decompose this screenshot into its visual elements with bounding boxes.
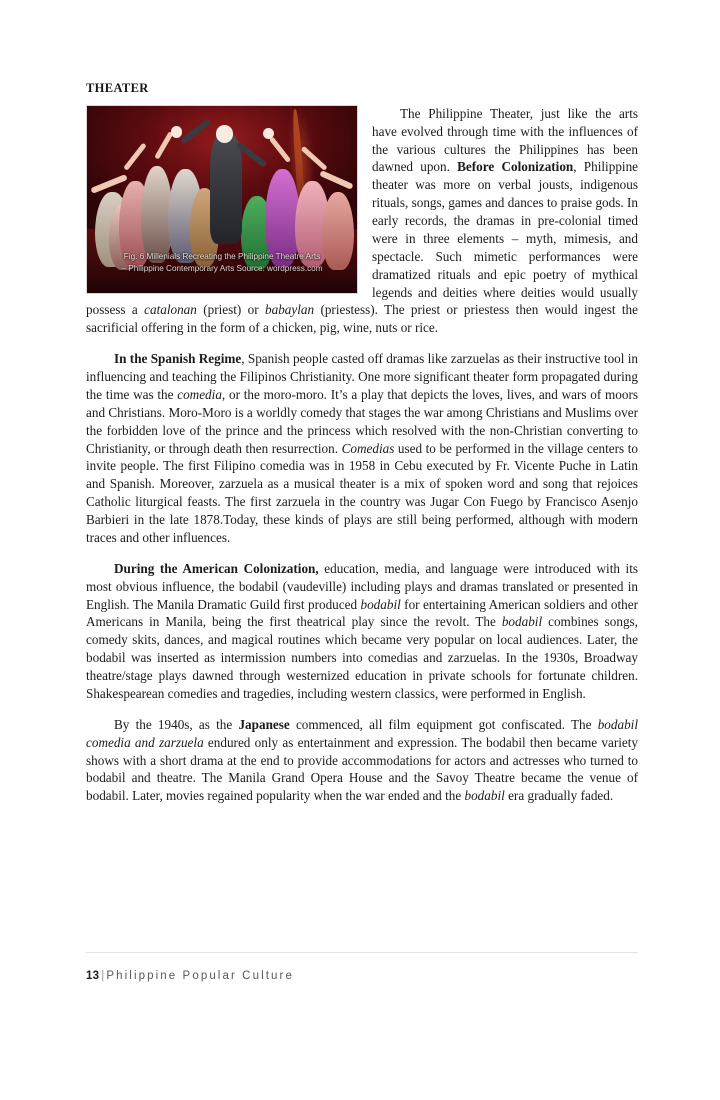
emphasis-italic: comedia [177,386,222,402]
page-content [86,82,638,818]
emphasis-bold: Before Colonization [457,159,574,175]
footer-divider [86,952,638,953]
figure-caption [87,251,357,276]
footer-page-number: 13 [86,970,100,982]
paragraph-before-colonization: The Philippine Theater, just like the arts have evolved through time with the influences of the various cultures the Philippines has been dawned upon. Before Colonization, Philippine theater was more on verbal jousts, indigenous rituals, songs, games and dances to praise gods. In early records, the dramas in pre-colonial timed were in three elements – myth, mimesis, and spectacle. Such mimetic performances were dramatized rituals and epic poetry of mythical legends and deities where deities would usually possess a catalonan (priest) or babaylan (priestess). The priest or priestess then would ingest the sacrificial offering in the form of a chicken, pig, wine, nuts or rice. [86,105,639,336]
emphasis-bold: Japanese [238,716,290,732]
emphasis-italic: bodabil [501,614,543,630]
emphasis-bold: During the American Colonization, [114,560,319,576]
paragraph-japanese-occupation: By the 1940s, as the Japanese commenced, all film equipment got confiscated. The bodabil comedia and zarzuela endured only as entertainment and expression. The bodabil then became variety shows with a short drama at the end to provide accommodations for actors and actresses who turned to bodabil and theatre. The Manila Grand Opera House and the Savoy Theatre became the venue of bodabil. Later, movies regained popularity when the war ended and the bodabil era gradually faded. [86,716,639,804]
lead-performer [210,132,242,244]
emphasis-bold: In the Spanish Regime [114,351,242,367]
lead-performer-head [216,125,233,142]
figure-caption-line-1: Fig. 6 Millenials Recreating the Philippine Theatre Arts [123,251,321,261]
emphasis-italic: catalonan [144,302,197,318]
paragraph-american-colonization: During the American Colonization, education, media, and language were introduced with its most obvious influence, the bodabil (vaudeville) including plays and dramas translated or presented in English. The Manila Dramatic Guild first produced bodabil for entertaining American soldiers and other Americans in Manila, being the first theatrical play since the revolt. The bodabil combines songs, comedy skits, dances, and magical routines which became very popular on local audiences. Later, the bodabil was inserted as intermission numbers into comedias and zarzuelas. In the 1930s, Broadway theatre/stage plays dawned through westernized education in private schools for fortunate children. Shakespearean comedies and tragedies, including western classics, were performed in English. [86,560,638,701]
figure-theatre-photo [86,105,358,294]
footer-book-title: Philippine Popular Culture [106,970,294,982]
page-title: THEATER [86,81,149,95]
emphasis-italic: Comedias [341,440,395,456]
emphasis-italic: bodabil [360,596,401,612]
emphasis-italic: bodabil [464,788,505,804]
figure-caption-line-2: – Philippine Contemporary Arts Source: wordpress.com [121,264,323,274]
paragraph-spanish-regime: In the Spanish Regime, Spanish people casted off dramas like zarzuelas as their instructive tool in influencing and teaching the Filipinos Christianity. One more significant theater form propagated during the time was the comedia, or the moro-moro. It’s a play that depicts the loves, lives, and wars of moors and Christians. Moro-Moro is a worldly comedy that stages the war among Christians and Muslims over the forbidden love of the prince and the princess which resolved with the non-Christian converting to Christianity, or through death then resurrection. Comedias used to be performed in the village centers to invite people. The first Filipino comedia was in 1958 in Cebu executed by Fr. Vicente Puche in Latin and Spanish. Moreover, zarzuela as a musical theater is a mix of spoken word and song that rejoices Catholic liturgical feasts. The first zarzuela in the country was Jugar Con Fuego by Francisco Asenjo Barbieri in the late 1878.Today, these kinds of plays are still being performed, although with modern traces and other influences. [86,351,639,545]
emphasis-italic: babaylan [265,302,315,318]
emphasis-italic: bodabil comedia and zarzuela [86,716,638,750]
page-footer [86,970,638,982]
lead-performer-hand-left [171,126,182,137]
footer-separator: | [101,970,105,982]
